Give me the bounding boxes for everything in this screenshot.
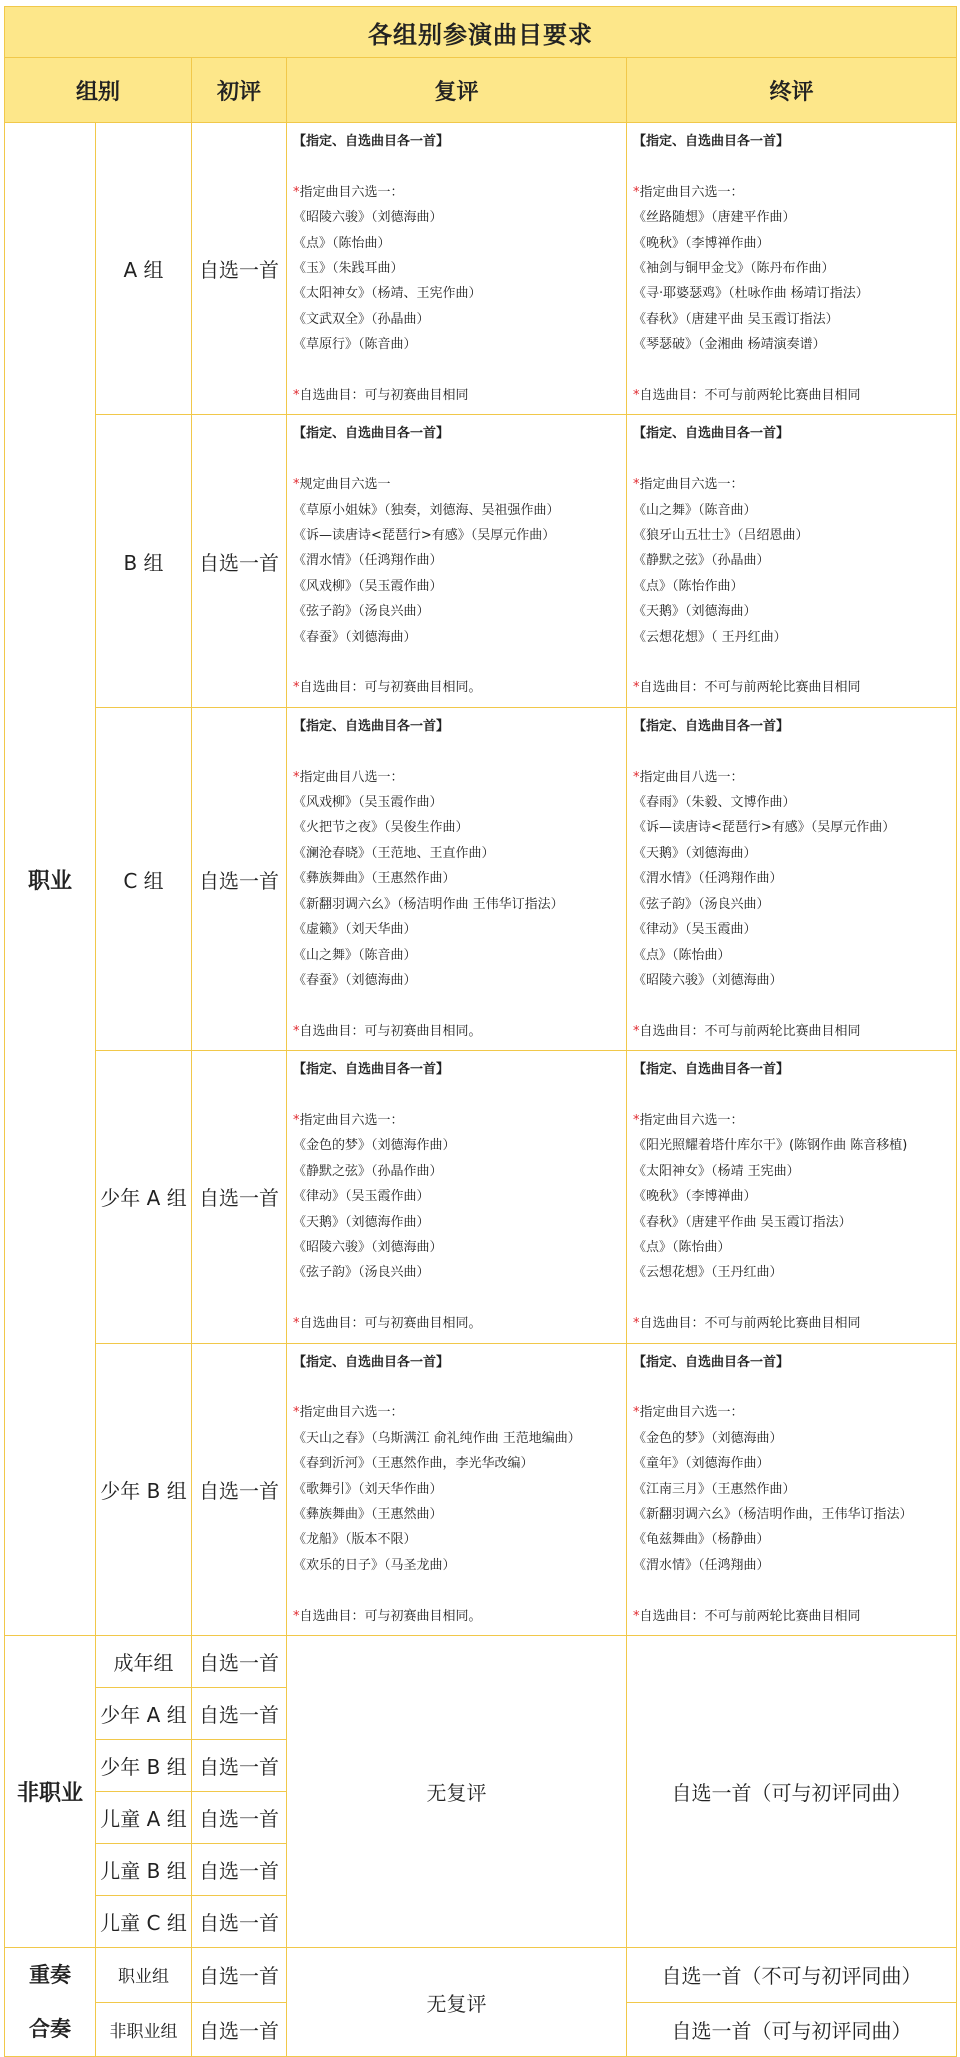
- designated-intro: [633, 1400, 952, 1425]
- song-item: 《金色的梦》（刘德海曲）: [633, 1430, 783, 1446]
- song-item: 《天鹅》（刘德海作曲）: [293, 1214, 430, 1230]
- designated-intro: [293, 765, 622, 790]
- asterisk-mark: *: [633, 769, 640, 785]
- song-item: 《弦子韵》（汤良兴曲）: [293, 1265, 430, 1281]
- song-item: 《玉》（朱践耳曲）: [293, 261, 404, 277]
- spacer: [293, 447, 622, 472]
- asterisk-mark: *: [293, 1023, 300, 1039]
- group-name: 儿童 C 组: [96, 1896, 192, 1948]
- group-name: 职业组: [96, 1948, 192, 2003]
- spacer: [633, 447, 952, 472]
- song-item: 《山之舞》（陈音曲）: [293, 947, 417, 963]
- group-name: 少年 A 组: [96, 1051, 192, 1343]
- song-item: 《点》（陈怡曲）: [633, 1239, 731, 1255]
- song-item: 《点》（陈怡曲）: [293, 235, 391, 251]
- asterisk-mark: *: [633, 388, 640, 404]
- category-ensemble-line1: 重奏: [29, 1963, 71, 1987]
- group-name: A 组: [96, 123, 192, 415]
- group-name: 儿童 A 组: [96, 1792, 192, 1844]
- table-row: [5, 1051, 957, 1343]
- header-preliminary: 初评: [192, 58, 287, 123]
- song-item: 《新翻羽调六幺》（杨洁明作曲 王伟华订指法）: [293, 896, 564, 912]
- song-item: 《天鹅》（刘德海曲）: [633, 845, 757, 861]
- preliminary-requirement: 自选一首: [192, 415, 287, 707]
- spacer: [293, 358, 622, 383]
- designated-intro: [633, 472, 952, 497]
- amateur-section: [5, 1636, 957, 1948]
- song-item: 《山之舞》（陈音曲）: [633, 502, 757, 518]
- round-header: 【指定、自选曲目各一首】: [633, 426, 790, 442]
- semifinal-requirement: 无复评: [287, 1948, 627, 2057]
- song-item: 《彝族舞曲》（王惠然曲）: [293, 1506, 443, 1522]
- asterisk-mark: *: [293, 1112, 300, 1128]
- designated-intro-text: 指定曲目六选一：: [639, 477, 744, 493]
- song-item: 《童年》（刘德海作曲）: [633, 1456, 770, 1472]
- group-name: 非职业组: [96, 2002, 192, 2057]
- free-choice-note: [633, 1604, 952, 1629]
- final-requirement: [627, 1051, 957, 1343]
- free-choice-note: [633, 1019, 952, 1044]
- designated-intro-text: 指定曲目八选一：: [639, 769, 744, 785]
- group-name: 儿童 B 组: [96, 1844, 192, 1896]
- preliminary-requirement: 自选一首: [192, 1844, 287, 1896]
- spacer: [633, 154, 952, 179]
- round-header: 【指定、自选曲目各一首】: [293, 1354, 450, 1370]
- preliminary-requirement: 自选一首: [192, 1636, 287, 1688]
- song-item: 《澜沧春晓》（王范地、王直作曲）: [293, 845, 495, 861]
- header-group: 组别: [5, 58, 192, 123]
- final-requirement: [627, 123, 957, 415]
- asterisk-mark: *: [293, 680, 300, 696]
- professional-section: [5, 123, 957, 1636]
- song-item: 《金色的梦》（刘德海作曲）: [293, 1138, 456, 1154]
- designated-intro: [633, 180, 952, 205]
- free-choice-note-text: 自选曲目：可与初赛曲目相同。: [299, 1023, 482, 1039]
- asterisk-mark: *: [633, 1316, 640, 1332]
- song-item: 《晚秋》（李博禅曲）: [633, 1189, 757, 1205]
- spacer: [293, 739, 622, 764]
- song-item: 《狼牙山五壮士》（吕绍恩曲）: [633, 528, 809, 544]
- song-item: 《阳光照耀着塔什库尔干》(陈钢作曲 陈音移植): [633, 1138, 908, 1154]
- song-item: 《太阳神女》（杨靖 王宪曲）: [633, 1163, 800, 1179]
- ensemble-section: [5, 1948, 957, 2057]
- song-item: 《静默之弦》（孙晶曲）: [633, 553, 770, 569]
- asterisk-mark: *: [633, 1608, 640, 1624]
- group-name: 少年 A 组: [96, 1688, 192, 1740]
- spacer: [633, 358, 952, 383]
- preliminary-requirement: 自选一首: [192, 707, 287, 1050]
- preliminary-requirement: 自选一首: [192, 123, 287, 415]
- song-item: 《琴瑟破》（金湘曲 杨靖演奏谱）: [633, 337, 826, 353]
- free-choice-note-text: 自选曲目：可与初赛曲目相同。: [299, 680, 482, 696]
- free-choice-note-text: 自选曲目：不可与前两轮比赛曲目相同: [639, 1023, 861, 1039]
- header-final: 终评: [627, 58, 957, 123]
- free-choice-note: [293, 1019, 622, 1044]
- song-item: 《云想花想》（ 王丹红曲）: [633, 629, 787, 645]
- table-title: 各组别参演曲目要求: [5, 7, 957, 58]
- semifinal-requirement: [287, 1051, 627, 1343]
- table-row: [5, 1636, 957, 1688]
- preliminary-requirement: 自选一首: [192, 1688, 287, 1740]
- final-requirement: 自选一首（不可与初评同曲）: [627, 1948, 957, 2003]
- preliminary-requirement: 自选一首: [192, 1051, 287, 1343]
- asterisk-mark: *: [633, 184, 640, 200]
- table-row: [5, 123, 957, 415]
- song-item: 《江南三月》（王惠然作曲）: [633, 1481, 796, 1497]
- song-item: 《春蚕》（刘德海曲）: [293, 972, 417, 988]
- song-item: 《弦子韵》（汤良兴曲）: [293, 604, 430, 620]
- spacer: [633, 1578, 952, 1603]
- group-name: C 组: [96, 707, 192, 1050]
- spacer: [633, 739, 952, 764]
- free-choice-note-text: 自选曲目：可与初赛曲目相同: [299, 388, 469, 404]
- song-item: 《点》（陈怡曲）: [633, 947, 731, 963]
- free-choice-note-text: 自选曲目：不可与前两轮比赛曲目相同: [639, 388, 861, 404]
- song-item: 《昭陵六骏》（刘德海曲）: [293, 210, 443, 226]
- free-choice-note: [633, 383, 952, 408]
- song-item: 《新翻羽调六幺》（杨洁明作曲，王伟华订指法）: [633, 1506, 913, 1522]
- song-item: 《渭水情》（任鸿翔作曲）: [293, 553, 443, 569]
- designated-intro-text: 指定曲目六选一：: [639, 184, 744, 200]
- designated-intro: [293, 1400, 622, 1425]
- preliminary-requirement: 自选一首: [192, 1948, 287, 2003]
- round-header: 【指定、自选曲目各一首】: [293, 426, 450, 442]
- designated-intro: [293, 180, 622, 205]
- song-item: 《火把节之夜》（吴俊生作曲）: [293, 820, 469, 836]
- round-header: 【指定、自选曲目各一首】: [293, 1062, 450, 1078]
- final-requirement: 自选一首（可与初评同曲）: [627, 2002, 957, 2057]
- round-header: 【指定、自选曲目各一首】: [633, 1062, 790, 1078]
- table-row: [5, 1343, 957, 1635]
- preliminary-requirement: 自选一首: [192, 1792, 287, 1844]
- category-ensemble: [5, 1948, 96, 2057]
- asterisk-mark: *: [633, 1112, 640, 1128]
- table-row: [5, 1948, 957, 2003]
- group-name: 少年 B 组: [96, 1343, 192, 1635]
- semifinal-requirement: [287, 415, 627, 707]
- song-item: 《欢乐的日子》（马圣龙曲）: [293, 1557, 456, 1573]
- designated-intro-text: 指定曲目八选一：: [299, 769, 404, 785]
- asterisk-mark: *: [633, 680, 640, 696]
- free-choice-note: [293, 383, 622, 408]
- asterisk-mark: *: [293, 1405, 300, 1421]
- song-item: 《寻·耶婆瑟鸡》（杜咏作曲 杨靖订指法）: [633, 286, 869, 302]
- asterisk-mark: *: [293, 1316, 300, 1332]
- song-item: 《龟兹舞曲》（杨静曲）: [633, 1532, 770, 1548]
- designated-intro-text: 指定曲目六选一：: [299, 1405, 404, 1421]
- song-item: 《云想花想》（王丹红曲）: [633, 1265, 783, 1281]
- preliminary-requirement: 自选一首: [192, 1740, 287, 1792]
- spacer: [293, 650, 622, 675]
- song-item: 《天山之春》（乌斯满江 俞礼纯作曲 王范地编曲）: [293, 1430, 581, 1446]
- category-amateur: 非职业: [5, 1636, 96, 1948]
- song-item: 《昭陵六骏》（刘德海曲）: [293, 1239, 443, 1255]
- asterisk-mark: *: [293, 388, 300, 404]
- semifinal-requirement: [287, 707, 627, 1050]
- song-item: 《风戏柳》（吴玉霞作曲）: [293, 578, 443, 594]
- song-item: 《诉—读唐诗<琵琶行>有感》（吴厚元作曲）: [293, 528, 556, 544]
- song-item: 《静默之弦》（孙晶作曲）: [293, 1163, 443, 1179]
- free-choice-note: [633, 675, 952, 700]
- song-item: 《文武双全》（孙晶曲）: [293, 311, 430, 327]
- final-requirement: [627, 1343, 957, 1635]
- round-header: 【指定、自选曲目各一首】: [633, 134, 790, 149]
- final-requirement: 自选一首（可与初评同曲）: [627, 1636, 957, 1948]
- final-requirement: [627, 415, 957, 707]
- semifinal-requirement: [287, 123, 627, 415]
- spacer: [633, 1083, 952, 1108]
- spacer: [293, 1083, 622, 1108]
- spacer: [633, 650, 952, 675]
- spacer: [633, 1286, 952, 1311]
- song-item: 《虚籁》（刘天华曲）: [293, 922, 417, 938]
- song-item: 《弦子韵》（汤良兴曲）: [633, 896, 770, 912]
- free-choice-note-text: 自选曲目：不可与前两轮比赛曲目相同: [639, 1316, 861, 1332]
- round-header: 【指定、自选曲目各一首】: [633, 1354, 790, 1370]
- final-requirement: [627, 707, 957, 1050]
- preliminary-requirement: 自选一首: [192, 2002, 287, 2057]
- asterisk-mark: *: [293, 769, 300, 785]
- free-choice-note-text: 自选曲目：可与初赛曲目相同。: [299, 1316, 482, 1332]
- free-choice-note: [293, 1604, 622, 1629]
- song-item: 《草原行》（陈音曲）: [293, 337, 417, 353]
- header-row: [5, 58, 957, 123]
- header-semifinal: 复评: [287, 58, 627, 123]
- song-item: 《丝路随想》（唐建平作曲）: [633, 210, 796, 226]
- semifinal-requirement: 无复评: [287, 1636, 627, 1948]
- round-header: 【指定、自选曲目各一首】: [293, 718, 450, 734]
- song-item: 《春雨》（朱毅、文博作曲）: [633, 795, 796, 811]
- spacer: [293, 1375, 622, 1400]
- category-professional: 职业: [5, 123, 96, 1636]
- asterisk-mark: *: [633, 1405, 640, 1421]
- group-name: 成年组: [96, 1636, 192, 1688]
- spacer: [293, 993, 622, 1018]
- song-item: 《彝族舞曲》（王惠然作曲）: [293, 871, 456, 887]
- category-ensemble-line2: 合奏: [29, 2017, 71, 2041]
- song-item: 《春秋》（唐建平作曲 吴玉霞订指法）: [633, 1214, 852, 1230]
- free-choice-note: [633, 1311, 952, 1336]
- designated-intro: [633, 765, 952, 790]
- song-item: 《律动》（吴玉霞曲）: [633, 922, 757, 938]
- round-header: 【指定、自选曲目各一首】: [633, 718, 790, 734]
- song-item: 《歌舞引》（刘天华作曲）: [293, 1481, 443, 1497]
- designated-intro-text: 规定曲目六选一: [299, 477, 391, 493]
- song-item: 《春蚕》（刘德海曲）: [293, 629, 417, 645]
- requirements-table: [4, 6, 957, 2057]
- designated-intro-text: 指定曲目六选一：: [299, 184, 404, 200]
- round-header: 【指定、自选曲目各一首】: [293, 134, 450, 149]
- asterisk-mark: *: [633, 1023, 640, 1039]
- semifinal-requirement: [287, 1343, 627, 1635]
- song-item: 《渭水情》（任鸿翔作曲）: [633, 871, 783, 887]
- free-choice-note-text: 自选曲目：不可与前两轮比赛曲目相同: [639, 1608, 861, 1624]
- song-item: 《草原小姐妹》（独奏，刘德海、吴祖强作曲）: [293, 502, 560, 518]
- asterisk-mark: *: [293, 184, 300, 200]
- spacer: [633, 1375, 952, 1400]
- spacer: [633, 993, 952, 1018]
- song-item: 《渭水情》（任鸿翔曲）: [633, 1557, 770, 1573]
- song-item: 《龙船》（版本不限）: [293, 1532, 417, 1548]
- preliminary-requirement: 自选一首: [192, 1343, 287, 1635]
- free-choice-note-text: 自选曲目：不可与前两轮比赛曲目相同: [639, 680, 861, 696]
- designated-intro-text: 指定曲目六选一：: [639, 1405, 744, 1421]
- spacer: [293, 154, 622, 179]
- designated-intro: [293, 1108, 622, 1133]
- free-choice-note: [293, 1311, 622, 1336]
- song-item: 《风戏柳》（吴玉霞作曲）: [293, 795, 443, 811]
- song-item: 《昭陵六骏》（刘德海曲）: [633, 972, 783, 988]
- song-item: 《律动》（吴玉霞作曲）: [293, 1189, 430, 1205]
- spacer: [293, 1286, 622, 1311]
- free-choice-note: [293, 675, 622, 700]
- song-item: 《袖剑与铜甲金戈》（陈丹布作曲）: [633, 261, 835, 277]
- designated-intro-text: 指定曲目六选一：: [639, 1112, 744, 1128]
- song-item: 《春秋》（唐建平曲 吴玉霞订指法）: [633, 311, 839, 327]
- designated-intro: [633, 1108, 952, 1133]
- song-item: 《太阳神女》（杨靖、王宪作曲）: [293, 286, 482, 302]
- table-row: [5, 415, 957, 707]
- song-item: 《诉—读唐诗<琵琶行>有感》（吴厚元作曲）: [633, 820, 896, 836]
- designated-intro: [293, 472, 622, 497]
- song-item: 《晚秋》（李博禅作曲）: [633, 235, 770, 251]
- designated-intro-text: 指定曲目六选一：: [299, 1112, 404, 1128]
- song-item: 《春到沂河》（王惠然作曲，李光华改编）: [293, 1456, 534, 1472]
- spacer: [293, 1578, 622, 1603]
- table-row: [5, 707, 957, 1050]
- song-item: 《天鹅》（刘德海曲）: [633, 604, 757, 620]
- preliminary-requirement: 自选一首: [192, 1896, 287, 1948]
- song-item: 《点》（陈怡作曲）: [633, 578, 744, 594]
- free-choice-note-text: 自选曲目：可与初赛曲目相同。: [299, 1608, 482, 1624]
- group-name: B 组: [96, 415, 192, 707]
- asterisk-mark: *: [633, 477, 640, 493]
- asterisk-mark: *: [293, 477, 300, 493]
- asterisk-mark: *: [293, 1608, 300, 1624]
- group-name: 少年 B 组: [96, 1740, 192, 1792]
